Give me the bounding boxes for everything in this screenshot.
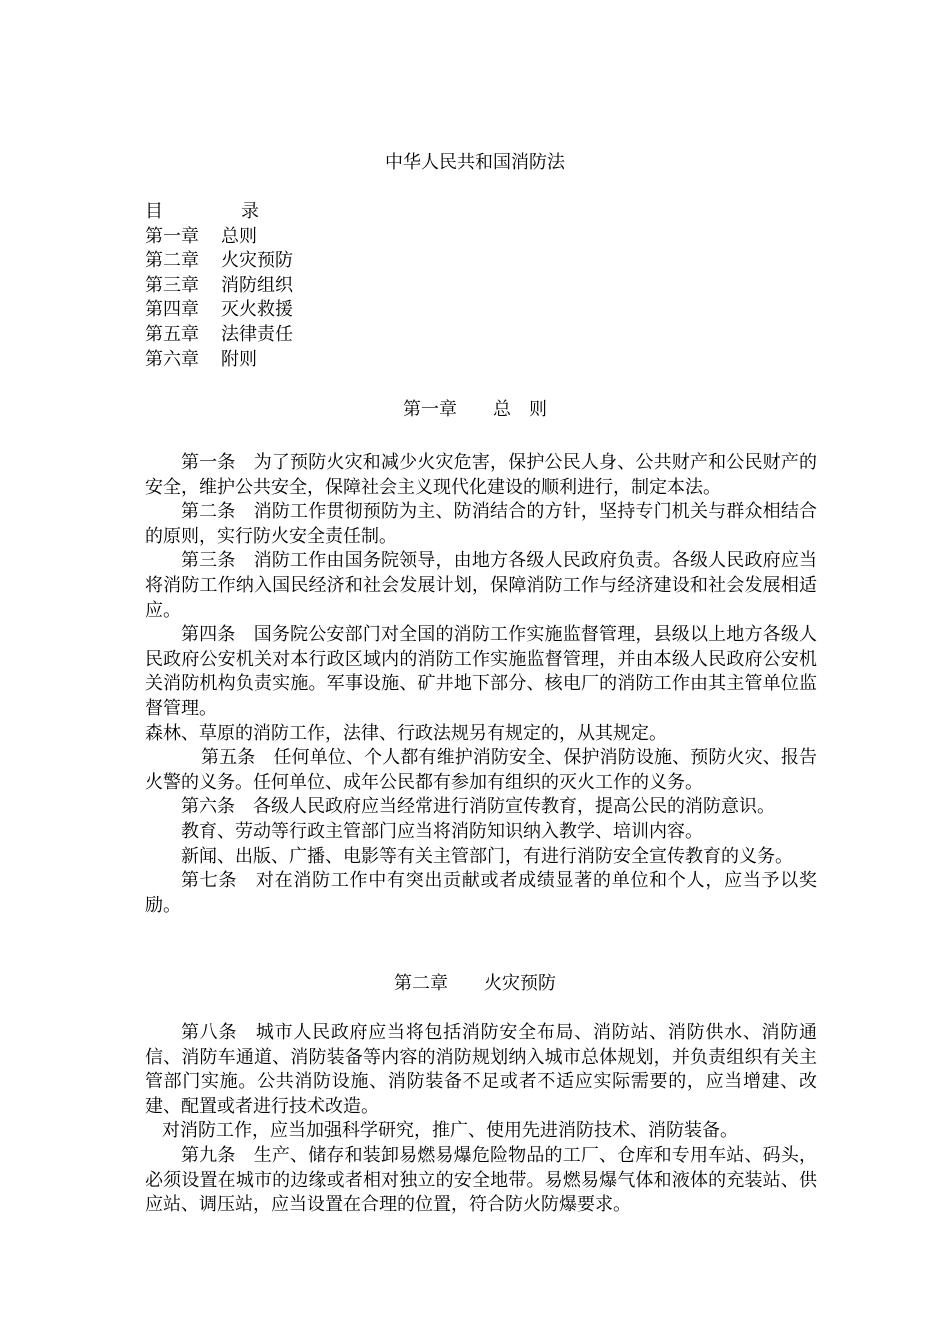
chapter-1-body [145, 451, 817, 918]
toc-item[interactable] [145, 348, 293, 373]
article-4-clause: 森林、草原的消防工作，法律、行政法规另有规定的，从其规定。 [145, 722, 667, 744]
toc-item[interactable] [145, 323, 293, 348]
toc-item-number: 第五章 [145, 323, 199, 345]
document-title: 中华人民共和国消防法 [385, 152, 565, 173]
article-2: 第二条 消防工作贯彻预防为主、防消结合的方针，坚持专门机关与群众相结合的原则，实行防火安全责任制。 [145, 501, 817, 547]
article-7: 第七条 对在消防工作中有突出贡献或者成绩显著的单位和个人，应当予以奖励。 [145, 870, 817, 916]
article-6-clause-2: 教育、劳动等行政主管部门应当将消防知识纳入教学、培训内容。 [181, 820, 703, 842]
toc-item-name: 法律责任 [221, 323, 293, 345]
toc-item[interactable] [145, 274, 293, 299]
chapter-1-heading: 第一章 总 则 [403, 399, 547, 420]
article-5: 第五条 任何单位、个人都有维护消防安全、保护消防设施、预防火灾、报告火警的义务。任何单位、成年公民都有参加有组织的灭火工作的义务。 [145, 747, 817, 793]
toc-heading-left: 目 [145, 201, 163, 222]
chapter-2-body [145, 1021, 817, 1218]
article-9: 第九条 生产、储存和装卸易燃易爆危险物品的工厂、仓库和专用车站、码头，必须设置在城市的边缘或者相对独立的安全地带。易燃易爆气体和液体的充装站、供应站、调压站，应当设置在合理的位置，符合防火防爆要求。 [145, 1144, 817, 1216]
toc-item-name: 总则 [221, 225, 257, 247]
toc-item-name: 消防组织 [221, 274, 293, 296]
toc-item[interactable] [145, 249, 293, 274]
toc-item[interactable] [145, 298, 293, 323]
toc-item-number: 第一章 [145, 225, 199, 247]
article-6: 第六条 各级人民政府应当经常进行消防宣传教育，提高公民的消防意识。 [181, 796, 775, 818]
article-1: 第一条 为了预防火灾和减少火灾危害，保护公民人身、公共财产和公民财产的安全，维护公共安全，保障社会主义现代化建设的顺利进行，制定本法。 [145, 452, 817, 498]
toc-item-name: 附则 [221, 348, 257, 370]
toc-item[interactable] [145, 225, 293, 250]
toc-item-number: 第三章 [145, 274, 199, 296]
article-3: 第三条 消防工作由国务院领导，由地方各级人民政府负责。各级人民政府应当将消防工作纳入国民经济和社会发展计划，保障消防工作与经济建设和社会发展相适应。 [145, 550, 817, 621]
table-of-contents [145, 200, 293, 372]
toc-item-number: 第六章 [145, 348, 199, 370]
article-8-clause: 对消防工作，应当加强科学研究，推广、使用先进消防技术、消防装备。 [162, 1120, 738, 1142]
toc-heading [145, 200, 293, 225]
toc-item-number: 第四章 [145, 299, 199, 321]
chapter-2-heading: 第二章 火灾预防 [394, 973, 556, 994]
article-6-clause-3: 新闻、出版、广播、电影等有关主管部门，有进行消防安全宣传教育的义务。 [181, 845, 793, 867]
toc-item-name: 灭火救援 [221, 299, 293, 321]
toc-item-number: 第二章 [145, 250, 199, 272]
toc-item-name: 火灾预防 [221, 250, 293, 272]
article-4: 第四条 国务院公安部门对全国的消防工作实施监督管理，县级以上地方各级人民政府公安机关对本行政区域内的消防工作实施监督管理，并由本级人民政府公安机关消防机构负责实施。军事设施、矿井地下部分、核电厂的消防工作由其主管单位监督管理。 [145, 624, 817, 719]
toc-heading-right: 录 [241, 201, 259, 222]
article-8: 第八条 城市人民政府应当将包括消防安全布局、消防站、消防供水、消防通信、消防车通道、消防装备等内容的消防规划纳入城市总体规划，并负责组织有关主管部门实施。公共消防设施、消防装备不足或者不适应实际需要的，应当增建、改建、配置或者进行技术改造。 [145, 1022, 817, 1117]
